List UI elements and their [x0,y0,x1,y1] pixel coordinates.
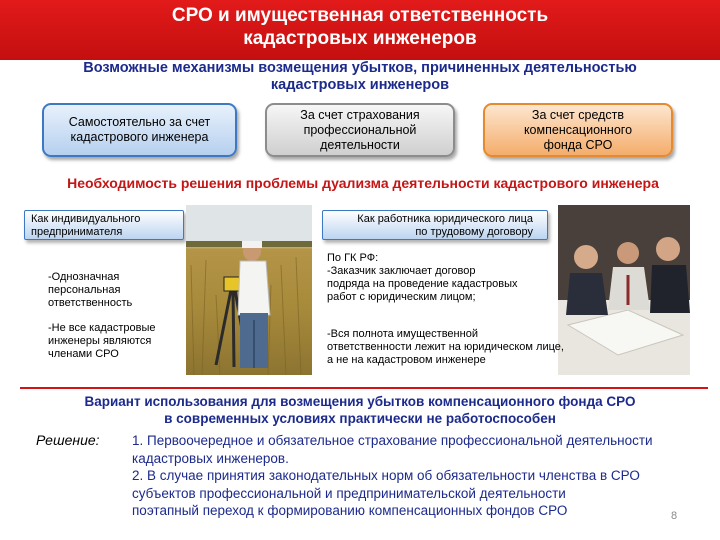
red-divider-line [20,385,708,391]
mechanism-compensation-fund-box: За счет средств компенсационного фонда СРО [483,103,673,157]
problem-statement: Необходимость решения проблемы дуализма деятельности кадастрового инженера [67,175,659,191]
solution-text: 1. Первоочередное и обязательное страхование профессиональной деятельности кадастровых инженеров. 2. В случае принятия законодательных норм об обязательности членства в СРО субъектов профессиональной и предпринимательской деятельности поэтапный переход к формированию компенсационных фондов СРО [132,433,653,518]
individual-entrepreneur-heading: Как индивидуального предпринимателя [24,210,184,240]
solution-label: Решение: [36,432,100,448]
right-point-liability-on-entity: -Вся полнота имущественной ответственности лежит на юридическом лице, а не на кадастровом инженере [327,328,564,366]
left-point-personal-liability: -Однозначная персональная ответственность [48,271,133,309]
surveyor-photo [186,205,312,375]
mechanism-self-funded-box: Самостоятельно за счет кадастрового инженера [42,103,237,157]
title-bar [0,0,720,60]
mechanism-insurance-box: За счет страхования профессиональной деятельности [265,103,455,157]
left-point-not-all-members: -Не все кадастровые инженеры являются членами СРО [48,322,156,360]
slide-subtitle: Возможные механизмы возмещения убытков, причиненных деятельностью кадастровых инженеров [83,60,637,93]
variant-conclusion: Вариант использования для возмещения убытков компенсационного фонда СРО в современных условиях практически не работоспособен [84,394,636,426]
right-point-civil-code: По ГК РФ: -Заказчик заключает договор подряда на проведение кадастровых работ с юридическим лицом; [327,252,518,303]
page-number: 8 [671,510,678,522]
employee-heading: Как работника юридического лица по трудовому договору [322,210,548,240]
slide-title: СРО и имущественная ответственность кадастровых инженеров [171,5,549,49]
